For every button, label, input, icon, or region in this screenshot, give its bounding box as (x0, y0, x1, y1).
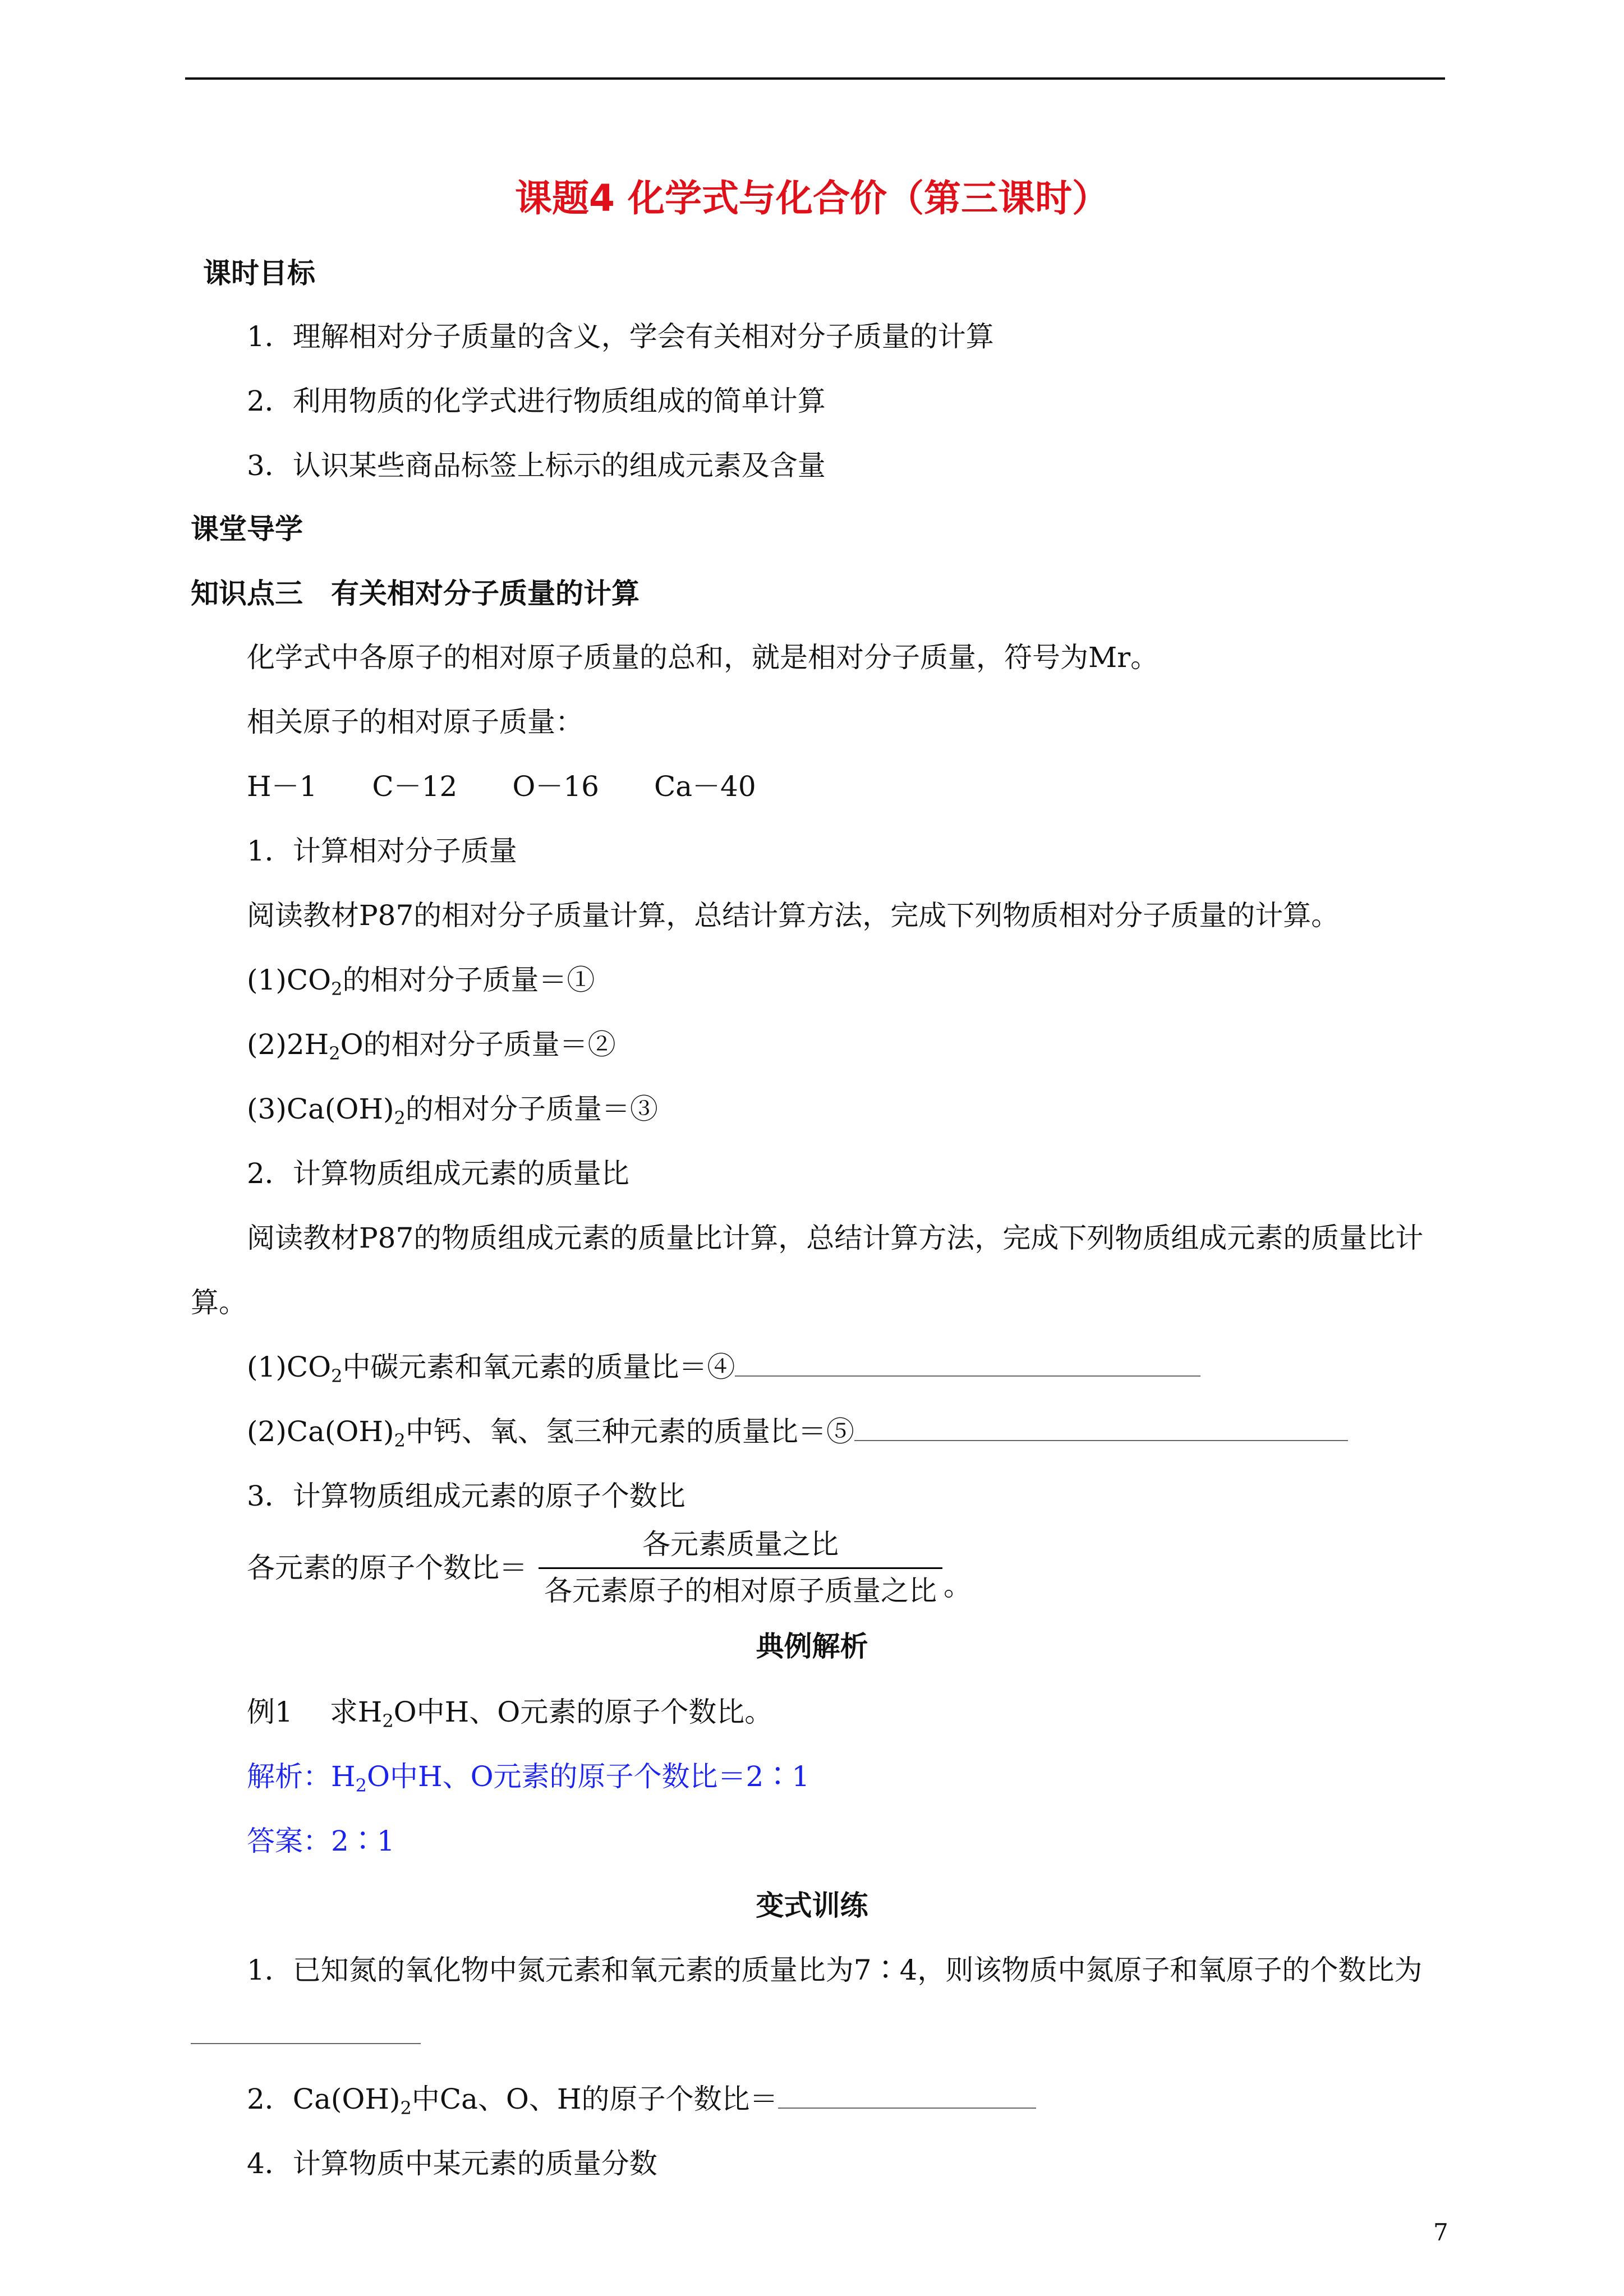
section1-heading: 1．计算相对分子质量 (247, 835, 517, 867)
answer-blank-practice-2[interactable] (778, 2079, 1036, 2109)
guide-heading: 课堂导学 (191, 513, 303, 545)
section1-question-2: $(2)2H_2O$的相对分子质量＝② (247, 1028, 616, 1064)
section2-instruction-line2: 算。 (191, 1286, 247, 1319)
page-number: 7 (1433, 2219, 1448, 2246)
page-title: 课题4 化学式与化合价（第三课时） (515, 177, 1109, 220)
atomic-mass-o: O－16 (512, 770, 599, 803)
objectives-heading: 课时目标 (203, 257, 315, 289)
section4-heading: 4．计算物质中某元素的质量分数 (247, 2147, 657, 2180)
practice-question-1-blank-line (191, 2015, 421, 2054)
example-heading: 典例解析 (756, 1630, 868, 1663)
formula-period: 。 (944, 1570, 972, 1602)
section3-heading: 3．计算物质组成元素的原子个数比 (247, 1480, 686, 1512)
fraction-denominator: 各元素原子的相对原子质量之比 (544, 1575, 937, 1607)
fraction-numerator: 各元素质量之比 (642, 1528, 839, 1561)
header-rule (185, 77, 1445, 80)
section2-question-2: $(2)Ca(OH)_2$中钙、氧、氢三种元素的质量比＝⑤ (247, 1412, 1348, 1451)
atomic-masses-label: 相关原子的相对原子质量： (247, 706, 583, 738)
atomic-masses-row (247, 767, 756, 806)
practice-question-1: 1．已知氮的氧化物中氮元素和氧元素的质量比为7∶4，则该物质中氮原子和氧原子的个数比为 (247, 1954, 1423, 1986)
knowledge-point-heading: 知识点三 有关相对分子质量的计算 (191, 577, 640, 610)
section2-heading: 2．计算物质组成元素的质量比 (247, 1157, 629, 1190)
answer-blank-4[interactable] (735, 1347, 1200, 1377)
answer-blank-5[interactable] (854, 1412, 1348, 1441)
definition-text: 化学式中各原子的相对原子质量的总和，就是相对分子质量，符号为Mr。 (247, 641, 1159, 674)
section2-question-1: $(1)CO_2$中碳元素和氧元素的质量比＝④ (247, 1347, 1200, 1387)
atomic-mass-c: C－12 (372, 770, 458, 803)
objective-item-1: 1．理解相对分子质量的含义，学会有关相对分子质量的计算 (247, 320, 994, 353)
atomic-mass-h: H－1 (247, 770, 318, 803)
practice-heading: 变式训练 (756, 1889, 868, 1922)
example-answer: 答案：2∶1 (247, 1825, 395, 1857)
section1-question-3: $(3)Ca(OH)_2$的相对分子质量＝③ (247, 1093, 658, 1129)
section1-question-1: $(1)CO_2$的相对分子质量＝① (247, 964, 595, 1000)
section1-instruction: 阅读教材P87的相对分子质量计算，总结计算方法，完成下列物质相对分子质量的计算。 (247, 899, 1340, 932)
objective-item-3: 3．认识某些商品标签上标示的组成元素及含量 (247, 449, 826, 482)
fraction-bar (539, 1567, 942, 1569)
atomic-mass-ca: Ca－40 (654, 770, 756, 803)
example-question: 例1 求$H_2O$中H、O元素的原子个数比。 (247, 1696, 773, 1732)
example-analysis: 解析：$H_2O$中H、O元素的原子个数比＝2∶1 (247, 1760, 810, 1796)
section2-instruction-line1: 阅读教材P87的物质组成元素的质量比计算，总结计算方法，完成下列物质组成元素的质量比计 (247, 1222, 1424, 1254)
formula-lhs: 各元素的原子个数比＝ (247, 1552, 527, 1584)
practice-question-2: 2．$Ca(OH)_2$中Ca、O、H的原子个数比＝ (247, 2079, 1036, 2119)
atom-ratio-fraction (539, 1525, 942, 1611)
answer-blank-practice-1[interactable] (191, 2015, 421, 2044)
objective-item-2: 2．利用物质的化学式进行物质组成的简单计算 (247, 385, 826, 417)
